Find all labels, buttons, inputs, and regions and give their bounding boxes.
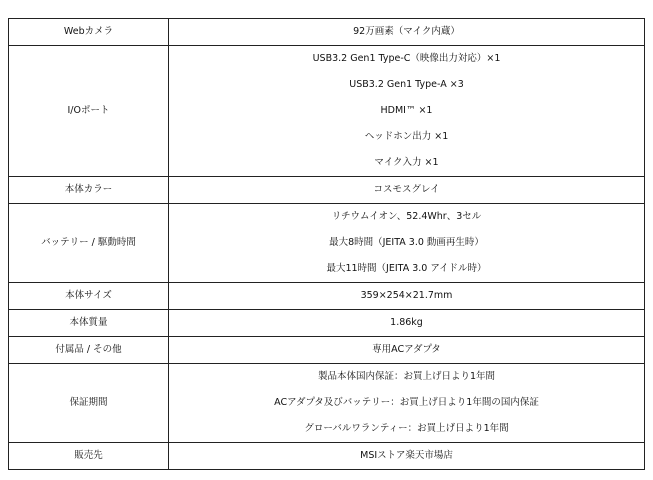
row-value [169,443,645,470]
spec-row-size [9,283,645,310]
label-text: 本体サイズ [65,290,112,301]
spec-row-io-ports [9,46,645,177]
row-label [9,19,169,46]
row-value [169,19,645,46]
value-line: HDMI™ ×1 [380,105,433,116]
value-line: 最大8時間（JEITA 3.0 動画再生時） [329,237,484,248]
label-text: 販売先 [74,450,103,461]
label-text: 付属品 / その他 [55,344,122,355]
spec-row-retailer [9,443,645,470]
label-text: 保証期間 [69,397,108,408]
spec-row-webcam [9,19,645,46]
value-line: グローバルワランティー：お買上げ日より1年間 [304,423,509,434]
value-line: USB3.2 Gen1 Type-A ×3 [349,79,464,90]
row-label [9,46,169,177]
spec-table [8,18,645,470]
label-text: I/Oポート [67,105,110,116]
label-text: バッテリー / 駆動時間 [41,237,136,248]
row-value [169,177,645,204]
row-value [169,310,645,337]
label-text: 本体質量 [69,317,108,328]
value-line: 製品本体国内保証：お買上げ日より1年間 [317,371,496,382]
row-label [9,443,169,470]
value-line: MSIストア楽天市場店 [360,450,453,461]
row-label [9,364,169,443]
value-line: コスモスグレイ [373,184,440,195]
spec-row-weight [9,310,645,337]
row-label [9,177,169,204]
spec-row-accessories [9,337,645,364]
row-label [9,204,169,283]
spec-row-color [9,177,645,204]
value-line: 359×254×21.7mm [360,290,453,301]
row-value [169,337,645,364]
label-text: Webカメラ [63,26,114,37]
value-line: マイク入力 ×1 [374,157,439,168]
spec-row-battery [9,204,645,283]
row-value [169,46,645,177]
value-line: 最大11時間（JEITA 3.0 アイドル時） [326,263,487,274]
value-line: 1.86kg [390,317,423,328]
spec-row-warranty [9,364,645,443]
label-text: 本体カラー [64,184,113,195]
row-value [169,364,645,443]
row-value [169,204,645,283]
value-line: 92万画素（マイク内蔵） [353,26,460,37]
value-line: リチウムイオン、52.4Whr、3セル [331,211,482,222]
row-label [9,310,169,337]
row-value [169,283,645,310]
row-label [9,283,169,310]
value-line: USB3.2 Gen1 Type-C（映像出力対応）×1 [312,53,501,64]
value-line: 専用ACアダプタ [372,344,441,355]
value-line: ヘッドホン出力 ×1 [364,131,449,142]
value-line: ACアダプタ及びバッテリー：お買上げ日より1年間の国内保証 [274,397,539,408]
row-label [9,337,169,364]
